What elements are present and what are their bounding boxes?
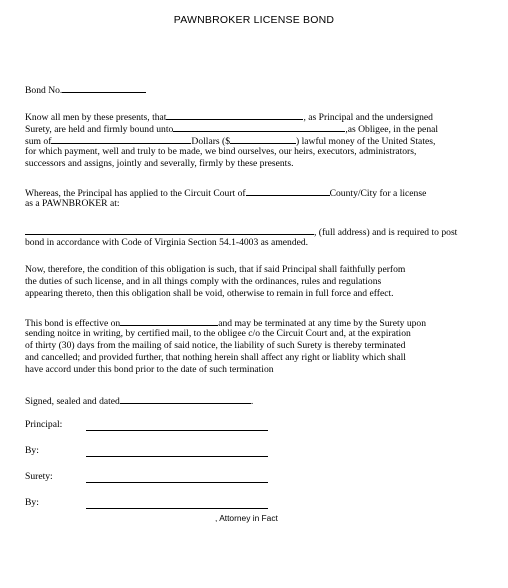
signed-date-field[interactable]: [120, 394, 251, 404]
p3-text: , (full address) and is required to post: [314, 227, 458, 238]
principal-by-signature-line[interactable]: [86, 456, 268, 457]
principal-name-field[interactable]: [166, 110, 303, 120]
p1-text: ,as Obligee, in the penal: [345, 124, 439, 135]
p1-text: Surety, are held and firmly bound unto: [25, 124, 174, 135]
bond-number-label: Bond No.: [25, 85, 63, 96]
p4-line-1: Now, therefore, the condition of this obligation is such, that if said Principal shall faithfully perfom: [25, 264, 406, 275]
penal-sum-words-field[interactable]: [51, 134, 191, 144]
p2-text: County/City for a license: [329, 188, 427, 199]
principal-label: Principal:: [25, 419, 63, 430]
p5-text: This bond is effective on: [25, 318, 121, 329]
p1-text: sum of: [25, 136, 52, 147]
attorney-in-fact-label: , Attorney in Fact: [215, 513, 278, 523]
effective-date-field[interactable]: [120, 316, 218, 326]
bond-number-field[interactable]: [62, 83, 146, 93]
p5-line-2: sending noitce in writing, by certified mail, to the obligee c/o the Circuit Court and, at the expiration: [25, 328, 411, 339]
full-address-field[interactable]: [25, 225, 314, 235]
p1-text: , as Principal and the undersigned: [303, 112, 433, 123]
p5-line-5: have accord under this bond prior to the date of such termination: [25, 364, 274, 375]
signed-period: .: [250, 396, 254, 407]
surety-signature-line[interactable]: [86, 482, 268, 483]
surety-label: Surety:: [25, 471, 53, 482]
attorney-signature-line[interactable]: [86, 508, 268, 509]
p5-line-3: of thirty (30) days from the mailing of said notice, the liability of such Surety is thereby terminated: [25, 340, 406, 351]
p2-line-2: as a PAWNBROKER at:: [25, 198, 120, 209]
p2-text: Whereas, the Principal has applied to the Circuit Court of: [25, 188, 246, 199]
p4-line-2: the duties of such license, and in all things comply with the ordinances, rules and regulations: [25, 276, 382, 287]
penal-sum-amount-field[interactable]: [230, 134, 296, 144]
p1-line-5: successors and assigns, jointly and severally, firmly by these presents.: [25, 158, 294, 169]
signed-label: Signed, sealed and dated: [25, 396, 120, 407]
by-label: By:: [25, 445, 39, 456]
p4-line-3: appearing thereto, then this obligation shall be void, otherwise to remain in full force and effect.: [25, 288, 394, 299]
signed-row: [25, 394, 253, 408]
p1-text: Know all men by these presents, that: [25, 112, 167, 123]
page-title: PAWNBROKER LICENSE BOND: [173, 14, 335, 26]
principal-signature-line[interactable]: [86, 430, 268, 431]
p1-text: ) lawful money of the United States,: [296, 136, 436, 147]
p1-line-4: for which payment, well and truly to be made, we bind ourselves, our heirs, executors, administrators,: [25, 146, 417, 157]
by-label: By:: [25, 497, 39, 508]
p3-line-2: bond in accordance with Code of Virginia Section 54.1-4003 as amended.: [25, 237, 309, 248]
obligee-name-field[interactable]: [173, 122, 345, 132]
circuit-court-field[interactable]: [246, 186, 330, 196]
p5-line-4: and cancelled; and provided further, that nothing herein shall affect any right or liablity which shall: [25, 352, 406, 363]
p1-text: Dollars ($: [191, 136, 231, 147]
p5-text: and may be terminated at any time by the Surety upon: [218, 318, 427, 329]
bond-number-row: [25, 83, 146, 97]
